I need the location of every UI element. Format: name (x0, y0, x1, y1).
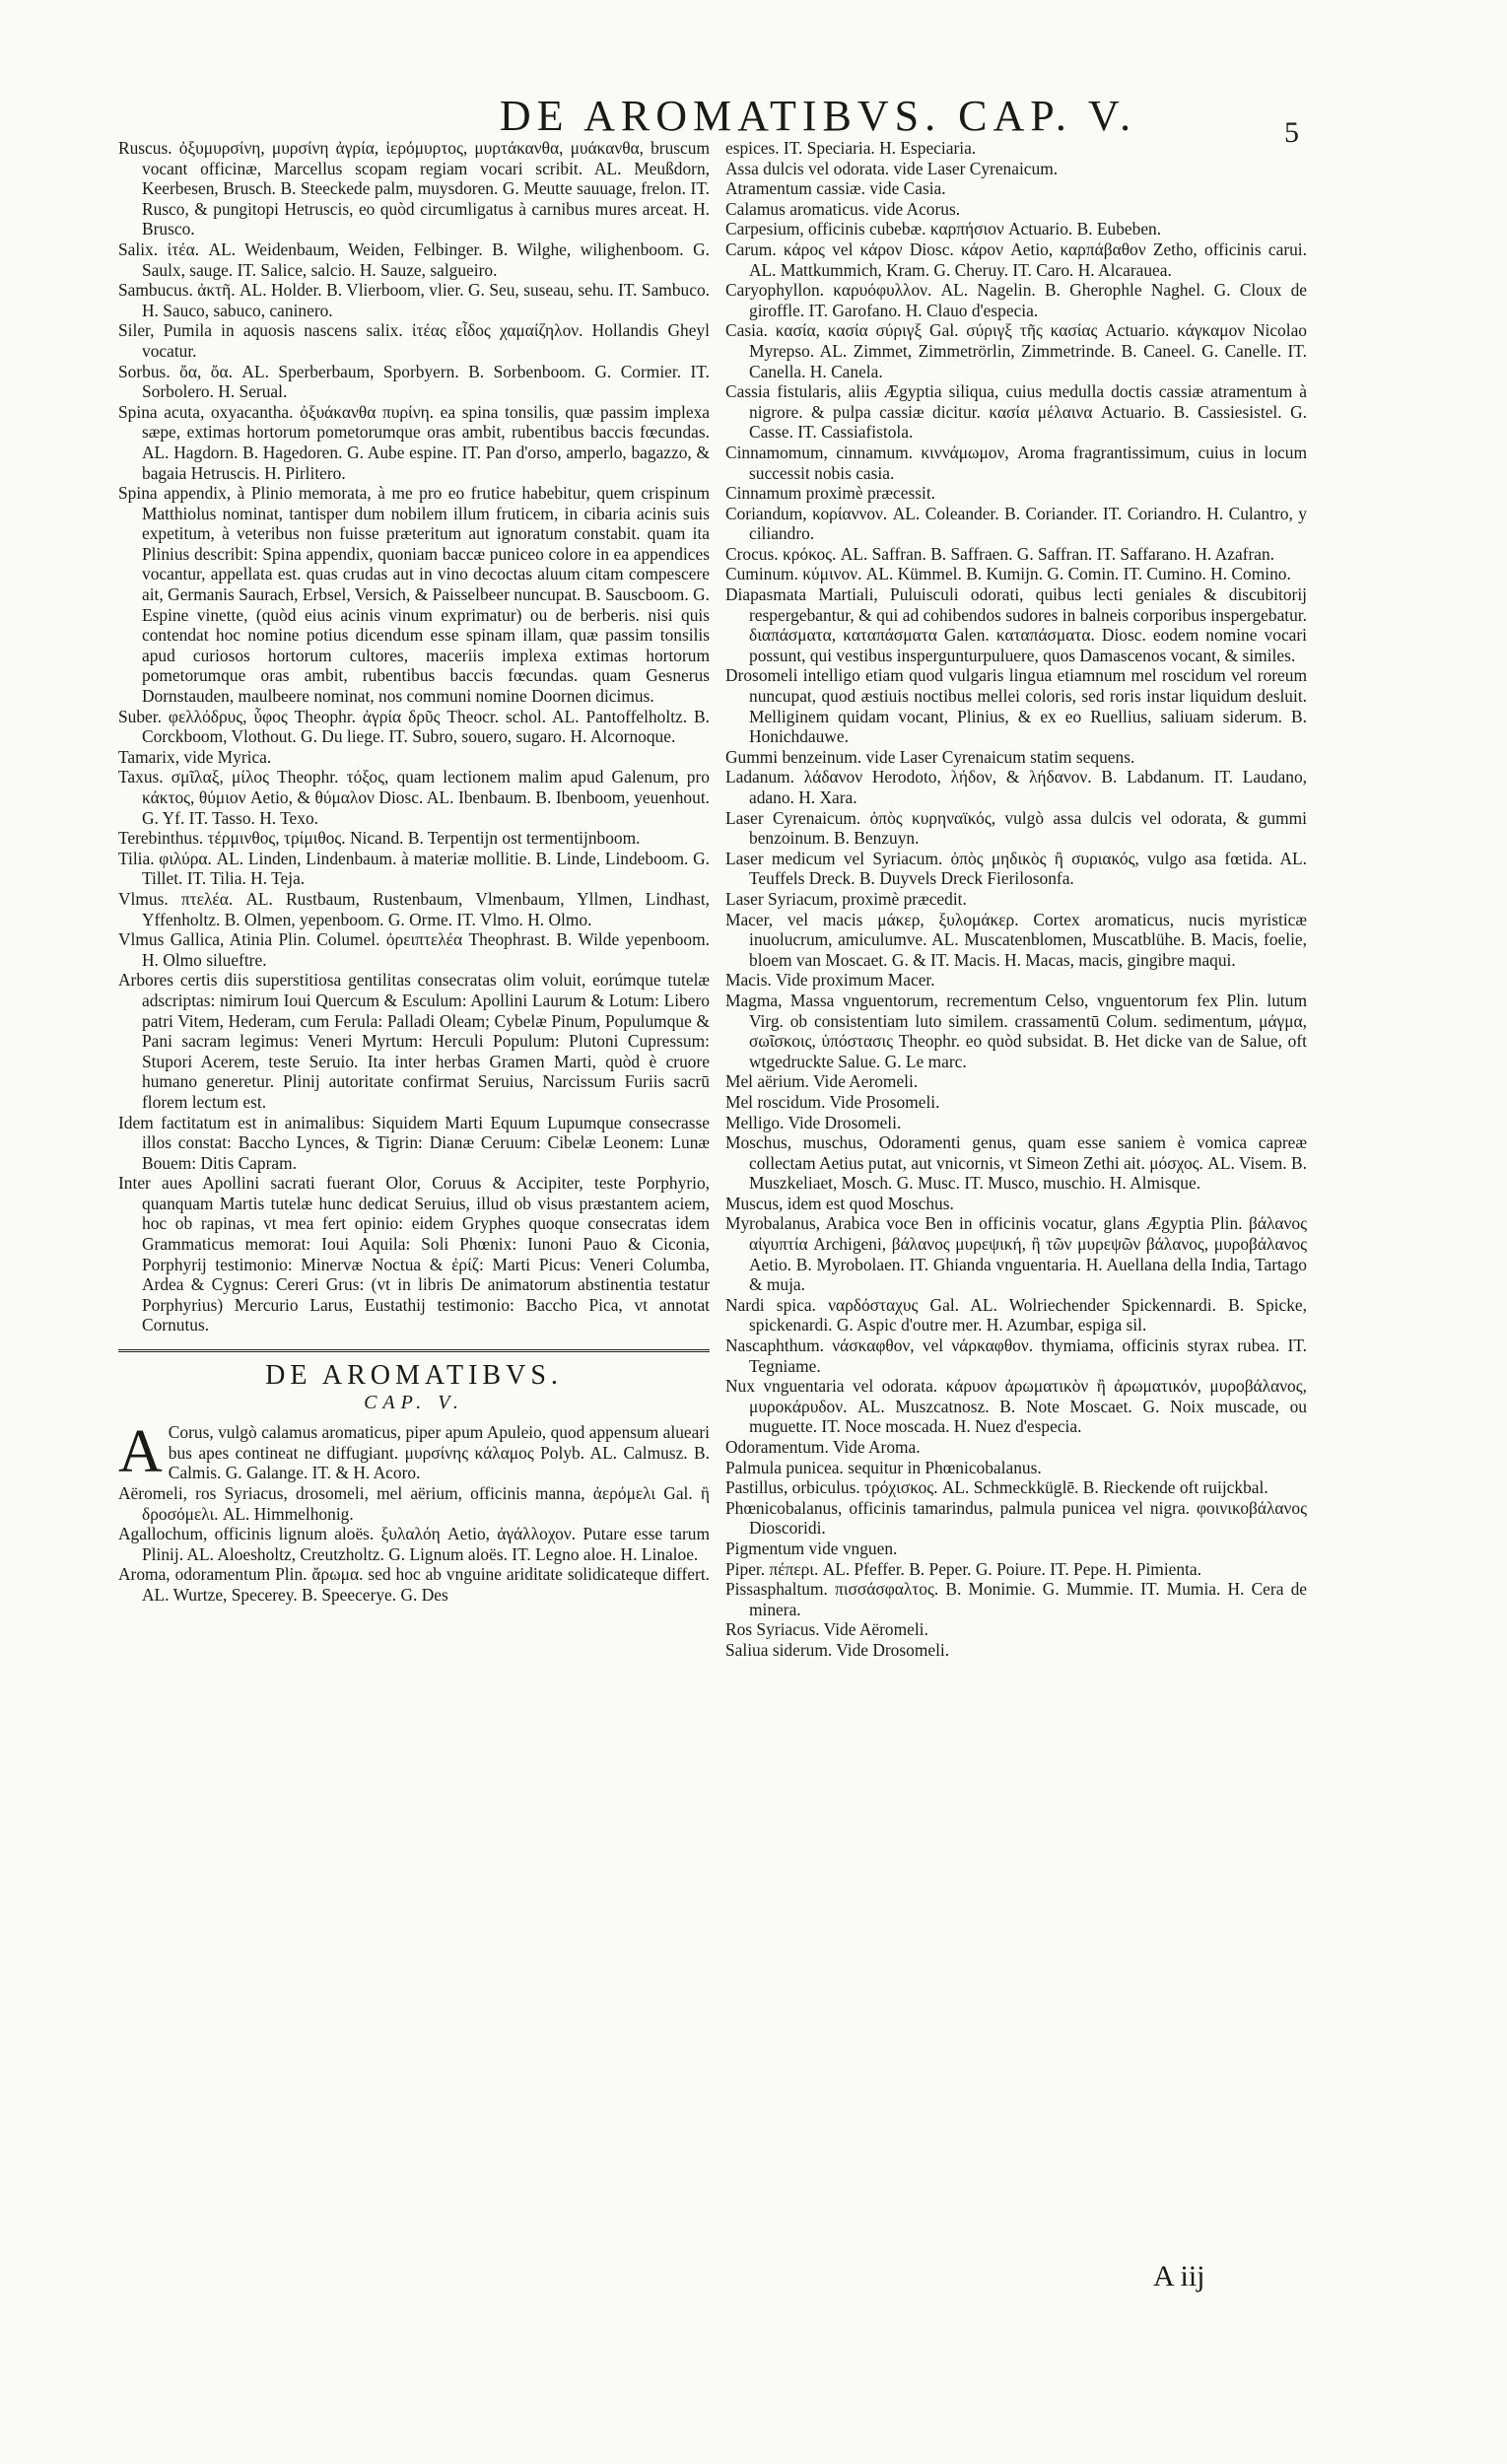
entry-agallochum: Agallochum, officinis lignum aloës. ξυλαλόη Aetio, ἀγάλλοχον. Putare esse tarum Plinij. AL. Aloesholtz, Creutzholtz. G. Lignum aloës. IT. Legno aloe. H. Linaloe. (118, 1524, 710, 1564)
entry-nux-vnguentaria: Nux vnguentaria vel odorata. κάρυον ἀρωματικὸν ἢ ἀρωματικόν, μυροβάλανος, μυροκάρυδον. AL. Muszcatnosz. B. Note Moscaet. G. Noix muscade, ou muguette. IT. Noce moscada. H. Nuez d'especia. (725, 1376, 1307, 1437)
right-column (725, 138, 1307, 1661)
left-column (118, 138, 710, 1606)
entry-assa: Assa dulcis vel odorata. vide Laser Cyrenaicum. (725, 158, 1059, 178)
entry-saliua-siderum: Saliua siderum. Vide Drosomeli. (725, 1639, 950, 1660)
entry-ladanum: Ladanum. λάδανον Herodoto, λήδον, & λήδανον. B. Labdanum. IT. Laudano, adano. H. Xara. (725, 767, 1307, 807)
entry-pastillus: Pastillus, orbiculus. τρόχισκος. AL. Schmeckküglē. B. Rieckende oft ruijckbal. (725, 1477, 1268, 1498)
entry-palmula: Palmula punicea. sequitur in Phœnicobalanus. (725, 1457, 1042, 1477)
entry-laser-medicum: Laser medicum vel Syriacum. ὀπὸς μηδικὸς ἢ συριακός, vulgo asa fœtida. AL. Teuffels Dreck. B. Duyvels Dreck Fierilosonfa. (725, 848, 1307, 889)
entry-drosomeli: Drosomeli intelligo etiam quod vulgaris lingua etiamnum mel roscidum vel roreum nuncupat, quod æstiuis noctibus mellei coloris, sed roris instar liquidum desluit. Melliginem quidam vocant, Plinius, & ex eo Ruellius, saliuam siderum. B. Honichdauwe. (725, 665, 1307, 747)
entry-crocus: Crocus. κρόκος. AL. Saffran. B. Saffraen. G. Saffran. IT. Saffarano. H. Azafran. (725, 543, 1275, 564)
entry-animalibus: Idem factitatum est in animalibus: Siquidem Marti Equum Lupumque consecrasse illos constat: Baccho Lynces, & Tigrin: Dianæ Ceruum: Cibelæ Leonem: Lunæ Bouem: Ditis Capram. (118, 1112, 710, 1173)
section-title: DE AROMATIBVS. (265, 1360, 563, 1392)
entry-myrobalanus: Myrobalanus, Arabica voce Ben in officinis vocatur, glans Ægyptia Plin. βάλανος αἰγυπτία Archigeni, βάλανος μυρεψική, ἢ τῶν μυρεψῶν βάλανος, μυροβάλανος Aetio. B. Myrobolaen. IT. Ghianda vnguentaria. H. Auellana della India, Tartago & muja. (725, 1213, 1307, 1295)
entry-macis: Macis. Vide proximum Macer. (725, 970, 935, 991)
entry-calamus: Calamus aromaticus. vide Acorus. (725, 198, 961, 219)
entry-carpesium: Carpesium, officinis cubebæ. καρπήσιον Actuario. B. Eubeben. (725, 219, 1162, 240)
entry-piper: Piper. πέπερι. AL. Pfeffer. B. Peper. G. Poiure. IT. Pepe. H. Pimienta. (725, 1558, 1201, 1579)
entry-cinnamomum: Cinnamomum, cinnamum. κιννάμωμον, Aroma fragrantissimum, cuius in locum successit nobis casia. (725, 442, 1307, 483)
entry-laser-syriacum: Laser Syriacum, proximè præcedit. (725, 888, 967, 909)
entry-mel-roscidum: Mel roscidum. Vide Prosomeli. (725, 1091, 940, 1112)
entry-ros-syriacus: Ros Syriacus. Vide Aëromeli. (725, 1619, 928, 1640)
entry-magma: Magma, Massa vnguentorum, recrementum Celso, vnguentorum fex Plin. lutum Virg. ob consistentiam luto similem. crassamentū Colum. sedimentum, μάγμα, σωῖσκοις, ὑπόστασις Theophr. eo quòd subsidat. B. Het dicke van de Salue, oft wtgedruckte Salue. G. Le marc. (725, 990, 1307, 1071)
page-number: 5 (1284, 116, 1299, 149)
entry-nascaphthum: Nascaphthum. νάσκαφθον, vel νάρκαφθον. thymiama, officinis styrax rubea. IT. Tegniame. (725, 1335, 1307, 1376)
entry-tilia: Tilia. φιλύρα. AL. Linden, Lindenbaum. à materiæ mollitie. B. Linde, Lindeboom. G. Tillet. IT. Tilia. H. Teja. (118, 848, 710, 889)
entry-terebinthus: Terebinthus. τέρμινθος, τρίμιθος. Nicand. B. Terpentijn ost termentijnboom. (118, 828, 641, 849)
entry-caryophyllon: Caryophyllon. καρυόφυλλον. AL. Nagelin. B. Gherophle Naghel. G. Cloux de giroffle. IT. Garofano. H. Clauo d'especia. (725, 280, 1307, 320)
entry-cuminum: Cuminum. κύμινον. AL. Kümmel. B. Kumijn. G. Comin. IT. Cumino. H. Comino. (725, 564, 1291, 584)
entry-sorbus: Sorbus. ὄα, ὄα. AL. Sperberbaum, Sporbyern. B. Sorbenboom. G. Cormier. IT. Sorbolero. H. Serual. (118, 361, 710, 402)
entry-muscus: Muscus, idem est quod Moschus. (725, 1193, 954, 1213)
entry-atramentum: Atramentum cassiæ. vide Casia. (725, 178, 946, 199)
entry-laser-cyrenaicum: Laser Cyrenaicum. ὀπὸς κυρηναϊκός, vulgò assa dulcis vel odorata, & gummi benzoinum. B. Benzuyn. (725, 807, 1307, 849)
entry-coriandum: Coriandum, κορίαννον. AL. Coleander. B. Coriander. IT. Coriandro. H. Culantro, y ciliandro. (725, 503, 1307, 544)
entry-carum: Carum. κάρος vel κάρον Diosc. κάρον Aetio, καρπάβαθον Zetho, officinis carui. AL. Mattkummich, Kram. G. Cheruy. IT. Caro. H. Alcarauea. (725, 239, 1307, 280)
entry-melligo: Melligo. Vide Drosomeli. (725, 1112, 902, 1132)
entry-odoramentum: Odoramentum. Vide Aroma. (725, 1437, 921, 1457)
entry-aues: Inter aues Apollini sacrati fuerant Olor, Coruus & Accipiter, teste Porphyrio, quanquam Martis tutelæ hunc dedicat Seruius, illud ob visus præstantem aciem, hoc ob rapinas, vt mea fert opinio: eidem Gryphes quoque consecratas idem Grammaticus memorat: Ioui Aquila: Soli Phœnix: Iunoni Pauo & Ciconia, Porphyrij testimonio: Minervæ Noctua & ἐρίζ: Marti Picus: Veneri Columba, Ardea & Cygnus: Cereri Grus: (vt in libris De animatorum abstinentia testatur Porphyrius) Mercurio Larus, Eustathij testimonio: Baccho Pica, vt annotat Cornutus. (118, 1173, 710, 1335)
entry-macer: Macer, vel macis μάκερ, ξυλομάκερ. Cortex aromaticus, nucis myristicæ inuolucrum, amiculumve. AL. Muscatenblomen, Muscatblühe. B. Macis, foelie, bloem van Moscaet. G. & IT. Macis. H. Macas, macis, gingibre maqui. (725, 909, 1307, 970)
section-chapter: CAP. V. (364, 1391, 464, 1413)
entry-moschus: Moschus, muschus, Odoramenti genus, quam esse saniem è vomica capreæ collectam Aetius putat, aut vnicornis, vt Simeon Zethi ait. μόσχος. AL. Visem. B. Muszkeliaet, Mosch. G. Musc. IT. Musco, muschio. H. Almisque. (725, 1132, 1307, 1194)
entry-spina-acuta: Spina acuta, oxyacantha. ὀξυάκανθα πυρίνη. ea spina tonsilis, quæ passim implexa sæpe, extimas hortorum pometorumque oras ambit, rubentibus baccis fœcundas. AL. Hagdorn. B. Hagedoren. G. Aube espine. IT. Pan d'orso, amperlo, bagazzo, & bagaia Hetruscis. H. Pirlitero. (118, 401, 710, 483)
entry-pigmentum: Pigmentum vide vnguen. (725, 1538, 898, 1558)
signature-mark: A iij (1153, 2260, 1205, 2293)
entry-gummi-benzeinum: Gummi benzeinum. vide Laser Cyrenaicum statim sequens. (725, 746, 1135, 767)
entry-acorus-text: Corus, vulgò calamus aromaticus, piper apum Apuleio, quod appensum alueari bus apes contineat ne diffugiant. μυρσίνης κάλαμος Polyb. AL. Calmusz. B. Calmis. G. Galange. IT. & H. Acoro. (168, 1422, 710, 1483)
entry-taxus: Taxus. σμῖλαξ, μίλος Theophr. τόξος, quam lectionem malim apud Galenum, pro κάκτος, θύμιον Aetio, & θύμαλον Diosc. AL. Ibenbaum. B. Ibenboom, yeuenhout. G. Yf. IT. Tasso. H. Texo. (118, 767, 710, 828)
entry-casia: Casia. κασία, κασία σύριγξ Gal. σύριγξ τῆς κασίας Actuario. κάγκαμον Nicolao Myrepso. AL. Zimmet, Zimmetrörlin, Zimmetrinde. B. Caneel. G. Canelle. IT. Canella. H. Canela. (725, 320, 1307, 381)
entry-tamarix: Tamarix, vide Myrica. (118, 746, 272, 767)
entry-cinnamum: Cinnamum proximè præcessit. (725, 483, 936, 504)
running-head: DE AROMATIBVS. CAP. V. (499, 92, 1137, 140)
entry-ruscus: Ruscus. ὀξυμυρσίνη, μυρσίνη ἀγρία, ἱερόμυρτος, μυρτάκανθα, μυάκανθα, bruscum vocant officinæ, Marcellus scopam regiam vocari scribit. AL. Meußdorn, Keerbesen, Brusch. B. Steeckede palm, muysdoren. G. Meutte sauuage, frelon. IT. Rusco, & pungitopi Hetruscis, eo quòd circumligatus à carnibus mures arceat. H. Brusco. (118, 138, 710, 240)
entry-mel-aerium: Mel aërium. Vide Aeromeli. (725, 1071, 919, 1092)
entry-spina-appendix: Spina appendix, à Plinio memorata, à me pro eo frutice habebitur, quem crispinum Matthiolus nominat, tantisper dum nobilem illum fruticem, in cibaria acinis suis expetitum, à veteribus non fuisse præteritum aut ignoratum constabit. quam ita Plinius describit: Spina appendix, quoniam baccæ puniceo colore in ea appendices vocantur, appellata est. quas crudas aut in vino decoctas aluum citam compescere ait, Germanis Saurach, Erbsel, Versich, & Paisselbeer nuncupat. B. Sauscboom. G. Espine vinette, (quòd eius acinis vinum exprimatur) ou de berberis. nisi quis contendat hoc nomine potius dicendum esse spinam illam, quæ passim tonsilis apud curiosos hortorum cultores, maceriis implexa extimas hortorum pometorumque oras ambit, rubentibus baccis fœcundas. quam Gesnerus Dornstauden, maulbeere nominat, nos communi nomine Doornen dicimus. (118, 483, 710, 707)
entry-phoenicobalanus: Phœnicobalanus, officinis tamarindus, palmula punicea vel nigra. φοινικοβάλανος Dioscoridi. (725, 1497, 1307, 1539)
entry-arbores: Arbores certis diis superstitiosa gentilitas consecratas olim voluit, eorúmque tutelæ adscriptas: nimirum Ioui Quercum & Esculum: Apollini Laurum & Lotum: Libero patri Vitem, Hederam, cum Ferula: Palladi Oleam; Cybelæ Pinum, Populumque & Pani sacram legimus: Veneri Myrtum: Herculi Populum: Plutoni Cupressum: Stupori Acerem, teste Seruio. Ita inter herbas Gramen Marti, quòd è cruore humano generetur. Plinij autoritate confirmat Seruius, Narcissum Furiis sacrū florem lectum est. (118, 970, 710, 1112)
entry-diapasmata: Diapasmata Martiali, Puluisculi odorati, quibus lecti geniales & discubitorij respergebantur, & qui ad cohibendos sudores in balneis corporibus inspergebatur. διαπάσματα, καταπάσματα Galen. καταπάσματα. Diosc. eodem nomine vocari possunt, qui vestibus inspergunturpuluere, quos Damascenos vocant, & similes. (725, 584, 1307, 665)
drop-cap: A (118, 1418, 163, 1486)
entry-sambucus: Sambucus. ἀκτῆ. AL. Holder. B. Vlierboom, vlier. G. Seu, suseau, sehu. IT. Sambuco. H. Sauco, sabuco, caninero. (118, 280, 710, 320)
entry-acorus (118, 1418, 710, 1486)
entry-salix: Salix. ἰτέα. AL. Weidenbaum, Weiden, Felbinger. B. Wilghe, wilighenboom. G. Saulx, sauge. IT. Salice, salcio. H. Sauze, salgueiro. (118, 239, 710, 280)
entry-vlmus-gallica: Vlmus Gallica, Atinia Plin. Columel. ὀρειπτελέα Theophrast. B. Wilde yepenboom. H. Olmo silueftre. (118, 929, 710, 970)
entry-vlmus: Vlmus. πτελέα. AL. Rustbaum, Rustenbaum, Vlmenbaum, Yllmen, Lindhast, Yffenholtz. B. Olmen, yepenboom. G. Orme. IT. Vlmo. H. Olmo. (118, 888, 710, 929)
entry-aeromeli: Aëromeli, ros Syriacus, drosomeli, mel aërium, officinis manna, ἀερόμελι Gal. ἢ δροσόμελι. AL. Himmelhonig. (118, 1483, 710, 1524)
section-divider (118, 1349, 710, 1352)
entry-espices: espices. IT. Speciaria. H. Especiaria. (725, 138, 977, 158)
entry-suber: Suber. φελλόδρυς, ὗφος Theophr. ἀγρία δρῦς Theocr. schol. AL. Pantoffelholtz. B. Corckboom, Vlothout. G. Du liege. IT. Subro, souero, sugaro. H. Alcornoque. (118, 706, 710, 747)
entry-pissasphaltum: Pissasphaltum. πισσάσφαλτος. B. Monimie. G. Mummie. IT. Mumia. H. Cera de minera. (725, 1579, 1307, 1619)
entry-siler: Siler, Pumila in aquosis nascens salix. ἰτέας εἶδος χαμαίζηλον. Hollandis Gheyl vocatur. (118, 320, 710, 361)
entry-cassia-fistularis: Cassia fistularis, aliis Ægyptia siliqua, cuius medulla doctis cassiæ atramentum à nigrore. & pulpa cassiæ dicitur. κασία μέλαινα Actuario. B. Cassiesistel. G. Casse. IT. Cassiafistola. (725, 381, 1307, 443)
entry-nardi-spica: Nardi spica. ναρδόσταχυς Gal. AL. Wolriechender Spickennardi. B. Spicke, spickenardi. G. Aspic d'outre mer. H. Azumbar, espiga sil. (725, 1294, 1307, 1335)
entry-aroma: Aroma, odoramentum Plin. ἄρωμα. sed hoc ab vnguine ariditate solidicateque differt. AL. Wurtze, Specerey. B. Speecerye. G. Des (118, 1564, 710, 1605)
